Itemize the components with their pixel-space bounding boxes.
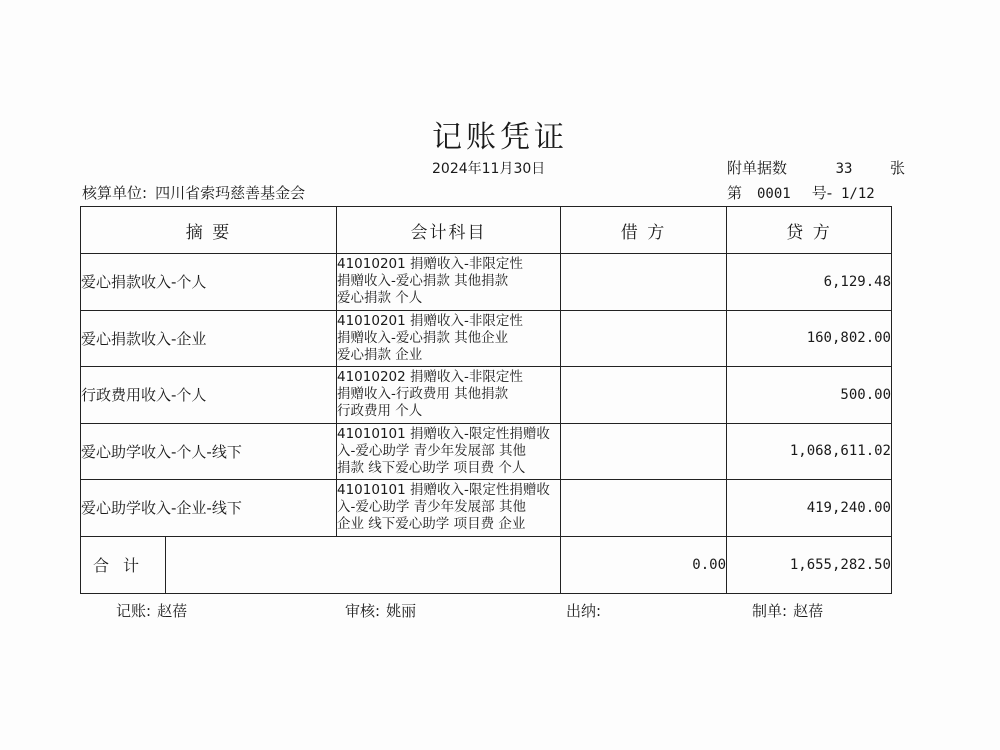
attachments-info xyxy=(727,157,905,178)
footer-preparer xyxy=(752,600,823,621)
table-row xyxy=(81,254,892,311)
accounting-unit xyxy=(82,182,305,203)
total-row xyxy=(81,536,892,593)
table-row xyxy=(81,367,892,424)
table-row xyxy=(81,480,892,537)
row-debit xyxy=(561,254,727,311)
row-credit: 500.00 xyxy=(727,367,892,424)
row-summary: 爱心助学收入-企业-线下 xyxy=(81,480,337,537)
voucher-number-value: 0001 xyxy=(757,186,791,202)
table-row xyxy=(81,423,892,480)
voucher-number xyxy=(727,182,875,203)
total-credit: 1,655,282.50 xyxy=(727,536,892,593)
header-account: 会计科目 xyxy=(337,207,561,254)
total-label: 合计 xyxy=(81,536,166,593)
row-credit: 1,068,611.02 xyxy=(727,423,892,480)
bookkeeper-label: 记账: xyxy=(116,602,152,620)
preparer-label: 制单: xyxy=(752,602,788,620)
footer-cashier xyxy=(566,600,607,621)
document-title: 记账凭证 xyxy=(432,120,568,155)
accounting-unit-value: 四川省索玛慈善基金会 xyxy=(155,184,306,202)
row-credit: 160,802.00 xyxy=(727,310,892,367)
reviewer-name: 姚丽 xyxy=(386,602,417,620)
accounting-unit-label: 核算单位: xyxy=(82,184,148,202)
row-summary: 爱心捐款收入-个人 xyxy=(81,254,337,311)
table-row xyxy=(81,310,892,367)
row-credit: 6,129.48 xyxy=(727,254,892,311)
row-summary: 行政费用收入-个人 xyxy=(81,367,337,424)
header-credit: 贷 方 xyxy=(727,207,892,254)
voucher-date: 2024年11月30日 xyxy=(432,161,546,177)
voucher-table xyxy=(80,206,892,594)
voucher-page: 1/12 xyxy=(841,186,875,202)
row-credit: 419,240.00 xyxy=(727,480,892,537)
cashier-label: 出纳: xyxy=(566,602,602,620)
attachments-label: 附单据数 xyxy=(727,159,788,177)
total-blank-cell xyxy=(166,536,561,593)
row-account: 41010202 捐赠收入-非限定性 捐赠收入-行政费用 其他捐款 行政费用 个人 xyxy=(337,367,561,424)
attachments-count: 33 xyxy=(835,161,853,177)
header-debit: 借 方 xyxy=(561,207,727,254)
total-debit: 0.00 xyxy=(561,536,727,593)
voucher-number-label: 第 xyxy=(727,184,743,202)
row-summary: 爱心捐款收入-企业 xyxy=(81,310,337,367)
row-account: 41010201 捐赠收入-非限定性 捐赠收入-爱心捐款 其他捐款 爱心捐款 个人 xyxy=(337,254,561,311)
table-header-row xyxy=(81,207,892,254)
row-account: 41010101 捐赠收入-限定性捐赠收 入-爱心助学 青少年发展部 其他 企业 线下爱心助学 项目费 企业 xyxy=(337,480,561,537)
row-debit xyxy=(561,310,727,367)
bookkeeper-name: 赵蓓 xyxy=(157,602,188,620)
preparer-name: 赵蓓 xyxy=(793,602,824,620)
footer-bookkeeper xyxy=(116,600,187,621)
voucher-number-suffix: 号- xyxy=(811,184,833,202)
row-account: 41010201 捐赠收入-非限定性 捐赠收入-爱心捐款 其他企业 爱心捐款 企业 xyxy=(337,310,561,367)
reviewer-label: 审核: xyxy=(345,602,381,620)
row-summary: 爱心助学收入-个人-线下 xyxy=(81,423,337,480)
footer-reviewer xyxy=(345,600,416,621)
header-summary: 摘 要 xyxy=(81,207,337,254)
row-debit xyxy=(561,367,727,424)
row-debit xyxy=(561,423,727,480)
attachments-unit: 张 xyxy=(889,159,905,177)
row-account: 41010101 捐赠收入-限定性捐赠收 入-爱心助学 青少年发展部 其他 捐款 线下爱心助学 项目费 个人 xyxy=(337,423,561,480)
row-debit xyxy=(561,480,727,537)
